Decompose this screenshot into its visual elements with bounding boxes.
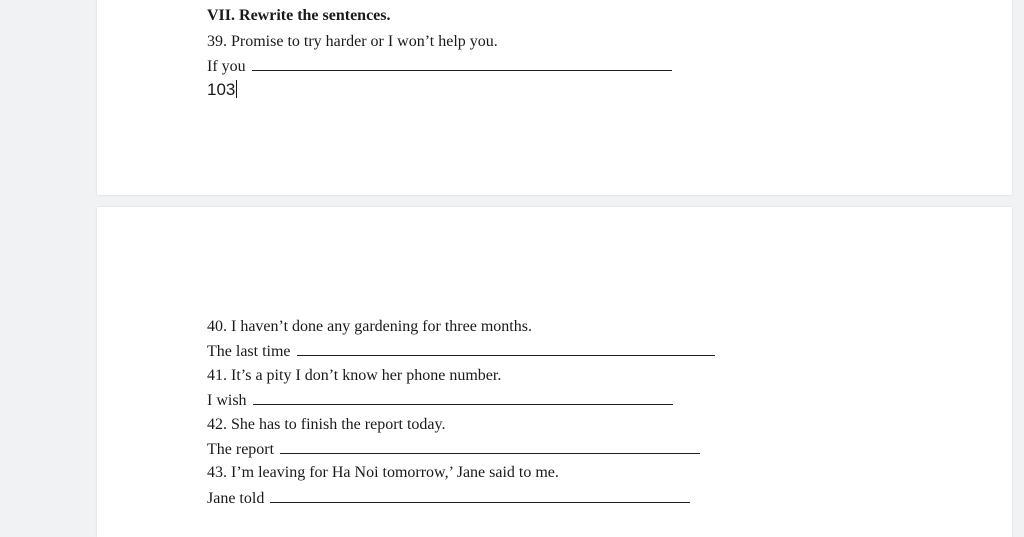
question-40-prompt: 40. I haven’t done any gardening for three months. — [207, 318, 532, 335]
answer-blank[interactable] — [297, 341, 715, 356]
question-41-prompt: 41. It’s a pity I don’t know her phone number. — [207, 367, 502, 384]
question-43-prompt: 43. I’m leaving for Ha Noi tomorrow,’ Jane said to me. — [207, 464, 559, 481]
question-40-answer-line — [207, 341, 715, 362]
question-39-answer-line — [207, 56, 672, 77]
answer-blank[interactable] — [253, 390, 673, 405]
question-42-lead: The report — [207, 441, 275, 458]
question-41-lead: I wish — [207, 392, 247, 409]
section-heading: VII. Rewrite the sentences. — [207, 7, 391, 24]
question-39-prompt: 39. Promise to try harder or I won’t help you. — [207, 33, 498, 50]
document-page-2 — [97, 207, 1012, 537]
question-39-lead: If you — [207, 58, 246, 75]
answer-blank[interactable] — [270, 488, 690, 503]
answer-blank[interactable] — [252, 56, 672, 71]
document-page-1 — [97, 0, 1012, 195]
question-42-prompt: 42. She has to finish the report today. — [207, 416, 446, 433]
typed-text: 103 — [207, 80, 236, 99]
question-40-lead: The last time — [207, 343, 291, 360]
question-43-lead: Jane told — [207, 490, 265, 507]
question-42-answer-line — [207, 439, 700, 460]
text-caret — [236, 80, 237, 98]
text-cursor-line[interactable] — [207, 80, 237, 100]
answer-blank[interactable] — [280, 439, 700, 454]
question-43-answer-line — [207, 488, 690, 509]
question-41-answer-line — [207, 390, 673, 411]
